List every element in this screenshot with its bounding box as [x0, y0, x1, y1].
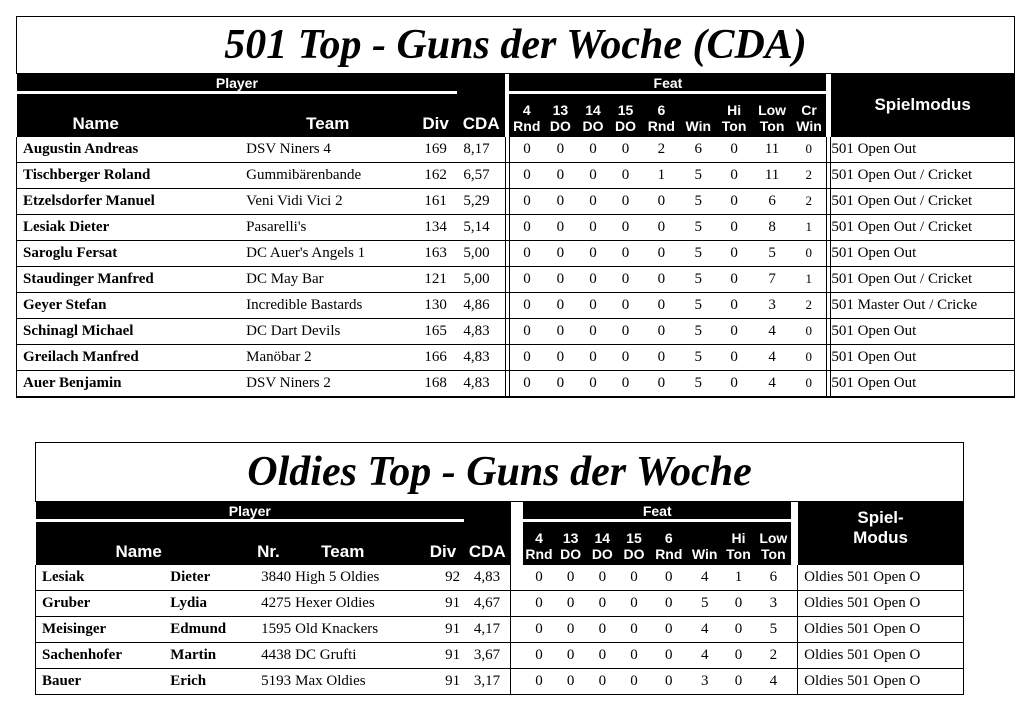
player-first-name: Lydia — [164, 590, 255, 616]
feat-value: 0 — [509, 266, 544, 292]
feat-value: 6 — [681, 137, 716, 163]
group-header-feat: Feat — [509, 74, 826, 93]
feat-value: 0 — [509, 162, 544, 188]
top-guns-501-title: 501 Top - Guns der Woche (CDA) — [224, 22, 807, 68]
game-mode: Oldies 501 Open O — [798, 616, 964, 642]
top-guns-501-body — [17, 137, 1015, 397]
team-name: DSV Niners 4 — [240, 137, 414, 163]
col-header-cda: CDA — [464, 502, 510, 565]
feat-value: 5 — [681, 188, 716, 214]
feat-value: 0 — [716, 344, 753, 370]
table-row — [17, 292, 1015, 318]
feat-value: 0 — [544, 266, 577, 292]
table-row — [36, 668, 964, 694]
col-header-div: Div — [422, 521, 464, 565]
player-name: Staudinger Manfred — [17, 266, 241, 292]
spacer — [511, 616, 524, 642]
table-row — [36, 616, 964, 642]
cda-value: 8,17 — [457, 137, 505, 163]
team-name: DSV Niners 2 — [240, 370, 414, 397]
feat-value: 0 — [577, 318, 610, 344]
table-row — [17, 240, 1015, 266]
team-name: DC Auer's Angels 1 — [240, 240, 414, 266]
col-header-feat: 4 Rnd — [523, 521, 555, 565]
player-number: 4275 — [255, 590, 295, 616]
feat-value: 0 — [722, 668, 756, 694]
spacer — [511, 590, 524, 616]
col-header-spielmodus: Spiel- Modus — [798, 502, 964, 565]
player-first-name: Erich — [164, 668, 255, 694]
cda-value: 5,00 — [457, 240, 505, 266]
feat-value: 1 — [642, 162, 681, 188]
col-header-feat: Win — [688, 521, 722, 565]
feat-value: 0 — [792, 240, 827, 266]
oldies-title-box — [35, 442, 964, 502]
feat-value: 0 — [609, 292, 642, 318]
feat-value: 0 — [609, 162, 642, 188]
spacer — [511, 642, 524, 668]
table-row — [17, 344, 1015, 370]
player-name: Saroglu Fersat — [17, 240, 241, 266]
feat-value: 0 — [618, 642, 650, 668]
feat-value: 2 — [792, 292, 827, 318]
col-header-feat: Win — [681, 93, 716, 137]
feat-value: 0 — [716, 370, 753, 397]
feat-value: 0 — [609, 344, 642, 370]
feat-value: 0 — [609, 188, 642, 214]
feat-value: 0 — [544, 292, 577, 318]
oldies-top-guns-panel — [35, 442, 964, 700]
feat-value: 5 — [681, 292, 716, 318]
feat-value: 0 — [544, 318, 577, 344]
feat-value: 0 — [618, 616, 650, 642]
feat-value: 0 — [716, 240, 753, 266]
feat-value: 2 — [642, 137, 681, 163]
oldies-title: Oldies Top - Guns der Woche — [247, 449, 752, 495]
col-header-feat: 15 DO — [618, 521, 650, 565]
col-header-feat: 15 DO — [609, 93, 642, 137]
feat-value: 0 — [577, 137, 610, 163]
feat-value: 0 — [716, 162, 753, 188]
feat-value: 0 — [523, 668, 555, 694]
feat-value: 0 — [577, 292, 610, 318]
game-mode: 501 Open Out / Cricket — [831, 214, 1015, 240]
table-row — [36, 590, 964, 616]
feat-value: 0 — [577, 240, 610, 266]
feat-value: 5 — [681, 266, 716, 292]
feat-value: 0 — [523, 565, 555, 591]
feat-value: 0 — [650, 565, 688, 591]
feat-value: 2 — [792, 162, 827, 188]
team-name: DC Grufti — [295, 642, 422, 668]
cda-value: 4,83 — [457, 318, 505, 344]
game-mode: 501 Open Out — [831, 318, 1015, 344]
table-row — [17, 214, 1015, 240]
feat-value: 4 — [688, 565, 722, 591]
game-mode: 501 Open Out / Cricket — [831, 266, 1015, 292]
player-number: 3840 — [255, 565, 295, 591]
feat-value: 4 — [753, 344, 792, 370]
player-name: Schinagl Michael — [17, 318, 241, 344]
col-header-nr: Nr. — [255, 521, 295, 565]
feat-value: 0 — [544, 214, 577, 240]
feat-value: 0 — [642, 318, 681, 344]
feat-value: 0 — [792, 344, 827, 370]
player-number: 4438 — [255, 642, 295, 668]
table-row — [17, 266, 1015, 292]
player-name: Geyer Stefan — [17, 292, 241, 318]
feat-value: 0 — [509, 318, 544, 344]
division: 169 — [414, 137, 457, 163]
team-name: Gummibärenbande — [240, 162, 414, 188]
team-name: Incredible Bastards — [240, 292, 414, 318]
cda-value: 4,67 — [464, 590, 510, 616]
feat-value: 0 — [577, 266, 610, 292]
game-mode: Oldies 501 Open O — [798, 565, 964, 591]
feat-value: 2 — [755, 642, 791, 668]
feat-value: 0 — [523, 590, 555, 616]
player-name: Greilach Manfred — [17, 344, 241, 370]
game-mode: 501 Open Out — [831, 137, 1015, 163]
cda-value: 4,83 — [457, 344, 505, 370]
player-number: 1595 — [255, 616, 295, 642]
feat-value: 5 — [681, 214, 716, 240]
division: 162 — [414, 162, 457, 188]
feat-value: 0 — [650, 642, 688, 668]
feat-value: 5 — [753, 240, 792, 266]
feat-value: 5 — [681, 162, 716, 188]
table-row — [17, 370, 1015, 397]
player-first-name: Dieter — [164, 565, 255, 591]
col-header-feat: 6 Rnd — [650, 521, 688, 565]
feat-value: 0 — [555, 590, 587, 616]
group-header-feat: Feat — [523, 502, 791, 521]
table-row — [17, 318, 1015, 344]
spacer — [511, 668, 524, 694]
feat-value: 0 — [555, 565, 587, 591]
col-header-feat: Low Ton — [753, 93, 792, 137]
feat-value: 5 — [755, 616, 791, 642]
col-header-feat: Hi Ton — [722, 521, 756, 565]
cda-value: 3,17 — [464, 668, 510, 694]
game-mode: Oldies 501 Open O — [798, 642, 964, 668]
division: 161 — [414, 188, 457, 214]
feat-value: 0 — [642, 240, 681, 266]
team-name: Pasarelli's — [240, 214, 414, 240]
feat-value: 3 — [755, 590, 791, 616]
feat-value: 4 — [755, 668, 791, 694]
feat-value: 0 — [544, 344, 577, 370]
feat-value: 0 — [577, 188, 610, 214]
feat-value: 0 — [577, 370, 610, 397]
header-gap — [511, 502, 524, 565]
player-last-name: Gruber — [36, 590, 165, 616]
feat-value: 0 — [509, 370, 544, 397]
player-last-name: Bauer — [36, 668, 165, 694]
feat-value: 3 — [688, 668, 722, 694]
feat-value: 0 — [523, 616, 555, 642]
division: 165 — [414, 318, 457, 344]
feat-value: 1 — [792, 214, 827, 240]
cda-value: 4,17 — [464, 616, 510, 642]
team-name: Hexer Oldies — [295, 590, 422, 616]
feat-value: 2 — [792, 188, 827, 214]
division: 134 — [414, 214, 457, 240]
table-row — [17, 188, 1015, 214]
feat-value: 0 — [609, 137, 642, 163]
game-mode: Oldies 501 Open O — [798, 668, 964, 694]
feat-value: 0 — [716, 292, 753, 318]
division: 92 — [422, 565, 464, 591]
feat-value: 0 — [716, 137, 753, 163]
feat-value: 0 — [509, 240, 544, 266]
top-guns-501-panel — [16, 16, 1015, 404]
feat-value: 0 — [642, 370, 681, 397]
feat-value: 4 — [688, 616, 722, 642]
division: 166 — [414, 344, 457, 370]
feat-value: 0 — [716, 318, 753, 344]
feat-value: 8 — [753, 214, 792, 240]
feat-value: 0 — [716, 188, 753, 214]
feat-value: 0 — [586, 590, 618, 616]
feat-value: 0 — [509, 137, 544, 163]
feat-value: 5 — [681, 240, 716, 266]
game-mode: 501 Open Out — [831, 240, 1015, 266]
col-header-name: Name — [36, 521, 256, 565]
feat-value: 0 — [509, 214, 544, 240]
feat-value: 0 — [609, 370, 642, 397]
feat-value: 0 — [544, 188, 577, 214]
feat-value: 1 — [792, 266, 827, 292]
feat-value: 6 — [753, 188, 792, 214]
player-last-name: Lesiak — [36, 565, 165, 591]
feat-value: 0 — [609, 240, 642, 266]
division: 91 — [422, 668, 464, 694]
feat-value: 1 — [722, 565, 756, 591]
feat-value: 0 — [544, 137, 577, 163]
col-header-name: Name — [17, 93, 241, 137]
game-mode: 501 Master Out / Cricke — [831, 292, 1015, 318]
col-header-feat: 6 Rnd — [642, 93, 681, 137]
col-header-feat: Hi Ton — [716, 93, 753, 137]
player-name: Augustin Andreas — [17, 137, 241, 163]
feat-value: 0 — [555, 616, 587, 642]
table-row — [36, 642, 964, 668]
feat-value: 0 — [555, 668, 587, 694]
game-mode: 501 Open Out — [831, 344, 1015, 370]
feat-value: 0 — [722, 616, 756, 642]
col-header-feat: 13 DO — [544, 93, 577, 137]
division: 91 — [422, 616, 464, 642]
top-guns-501-title-box — [16, 16, 1015, 74]
feat-value: 0 — [586, 565, 618, 591]
feat-value: 0 — [642, 344, 681, 370]
player-first-name: Martin — [164, 642, 255, 668]
feat-value: 0 — [586, 616, 618, 642]
division: 130 — [414, 292, 457, 318]
feat-value: 5 — [681, 344, 716, 370]
feat-value: 0 — [555, 642, 587, 668]
cda-value: 3,67 — [464, 642, 510, 668]
feat-value: 0 — [586, 668, 618, 694]
col-header-team: Team — [295, 521, 422, 565]
game-mode: 501 Open Out / Cricket — [831, 188, 1015, 214]
table-row — [17, 162, 1015, 188]
team-name: DC May Bar — [240, 266, 414, 292]
cda-value: 4,83 — [457, 370, 505, 397]
feat-value: 0 — [722, 590, 756, 616]
col-header-feat: 4 Rnd — [509, 93, 544, 137]
team-name: Manöbar 2 — [240, 344, 414, 370]
cda-value: 5,29 — [457, 188, 505, 214]
player-name: Etzelsdorfer Manuel — [17, 188, 241, 214]
feat-value: 4 — [753, 370, 792, 397]
cda-value: 4,83 — [464, 565, 510, 591]
feat-value: 0 — [609, 318, 642, 344]
group-header-player: Player — [17, 74, 458, 93]
feat-value: 0 — [586, 642, 618, 668]
team-name: High 5 Oldies — [295, 565, 422, 591]
feat-value: 0 — [523, 642, 555, 668]
feat-value: 0 — [642, 266, 681, 292]
spacer — [511, 565, 524, 591]
player-last-name: Sachenhofer — [36, 642, 165, 668]
player-name: Tischberger Roland — [17, 162, 241, 188]
player-name: Lesiak Dieter — [17, 214, 241, 240]
feat-value: 0 — [642, 188, 681, 214]
division: 91 — [422, 590, 464, 616]
feat-value: 0 — [544, 162, 577, 188]
col-header-team: Team — [240, 93, 414, 137]
feat-value: 0 — [792, 318, 827, 344]
feat-value: 5 — [688, 590, 722, 616]
feat-value: 0 — [650, 668, 688, 694]
team-name: Old Knackers — [295, 616, 422, 642]
division: 163 — [414, 240, 457, 266]
game-mode: Oldies 501 Open O — [798, 590, 964, 616]
player-last-name: Meisinger — [36, 616, 165, 642]
col-header-feat: 14 DO — [577, 93, 610, 137]
feat-value: 0 — [609, 266, 642, 292]
feat-value: 4 — [688, 642, 722, 668]
feat-value: 7 — [753, 266, 792, 292]
table-row — [17, 137, 1015, 163]
feat-value: 5 — [681, 318, 716, 344]
feat-value: 0 — [609, 214, 642, 240]
division: 168 — [414, 370, 457, 397]
feat-value: 0 — [618, 590, 650, 616]
feat-value: 3 — [753, 292, 792, 318]
col-header-div: Div — [414, 93, 457, 137]
feat-value: 11 — [753, 137, 792, 163]
cda-value: 5,14 — [457, 214, 505, 240]
game-mode: 501 Open Out — [831, 370, 1015, 397]
cda-value: 4,86 — [457, 292, 505, 318]
feat-value: 0 — [650, 616, 688, 642]
team-name: Veni Vidi Vici 2 — [240, 188, 414, 214]
feat-value: 0 — [792, 370, 827, 397]
oldies-top-guns-body — [36, 565, 964, 695]
feat-value: 0 — [642, 214, 681, 240]
feat-value: 0 — [544, 370, 577, 397]
feat-value: 0 — [642, 292, 681, 318]
group-header-player: Player — [36, 502, 465, 521]
feat-value: 0 — [618, 668, 650, 694]
col-header-cda: CDA — [457, 74, 505, 137]
feat-value: 0 — [618, 565, 650, 591]
team-name: DC Dart Devils — [240, 318, 414, 344]
feat-value: 0 — [577, 162, 610, 188]
feat-value: 11 — [753, 162, 792, 188]
oldies-top-guns-table — [35, 502, 964, 695]
division: 121 — [414, 266, 457, 292]
cda-value: 6,57 — [457, 162, 505, 188]
feat-value: 0 — [792, 137, 827, 163]
team-name: Max Oldies — [295, 668, 422, 694]
feat-value: 0 — [544, 240, 577, 266]
feat-value: 0 — [716, 214, 753, 240]
division: 91 — [422, 642, 464, 668]
feat-value: 0 — [577, 214, 610, 240]
feat-value: 0 — [722, 642, 756, 668]
top-guns-501-table — [16, 74, 1015, 398]
feat-value: 6 — [755, 565, 791, 591]
feat-value: 0 — [509, 344, 544, 370]
feat-value: 0 — [509, 188, 544, 214]
feat-value: 5 — [681, 370, 716, 397]
feat-value: 0 — [509, 292, 544, 318]
game-mode: 501 Open Out / Cricket — [831, 162, 1015, 188]
player-number: 5193 — [255, 668, 295, 694]
player-first-name: Edmund — [164, 616, 255, 642]
cda-value: 5,00 — [457, 266, 505, 292]
player-name: Auer Benjamin — [17, 370, 241, 397]
col-header-feat: Cr Win — [792, 93, 827, 137]
col-header-spielmodus: Spielmodus — [831, 74, 1015, 137]
col-header-feat: 14 DO — [586, 521, 618, 565]
feat-value: 4 — [753, 318, 792, 344]
feat-value: 0 — [577, 344, 610, 370]
feat-value: 0 — [716, 266, 753, 292]
col-header-feat: 13 DO — [555, 521, 587, 565]
col-header-feat: Low Ton — [755, 521, 791, 565]
table-row — [36, 565, 964, 591]
feat-value: 0 — [650, 590, 688, 616]
